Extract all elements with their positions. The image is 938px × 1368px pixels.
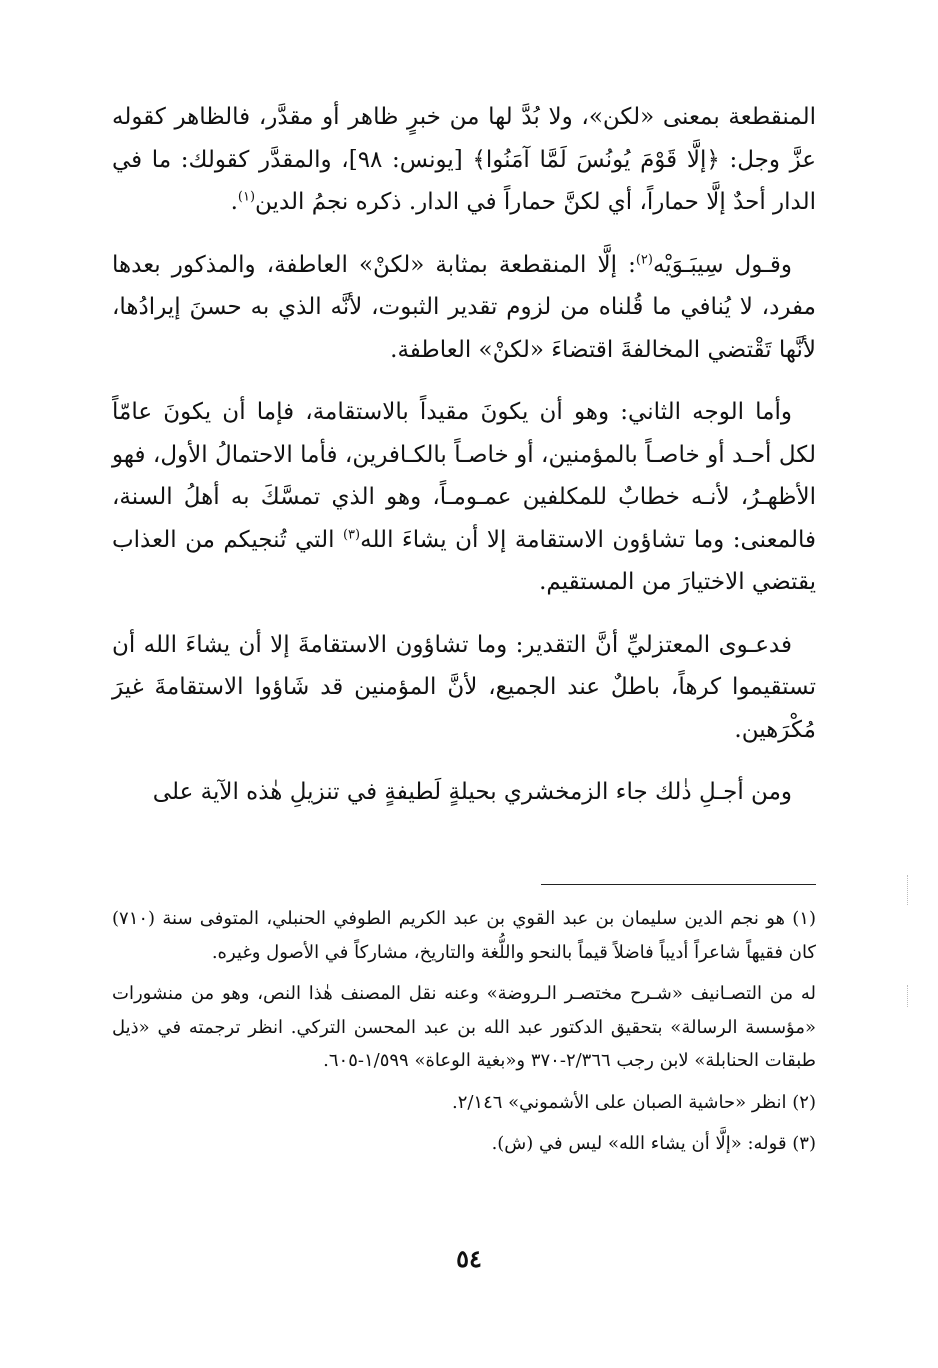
footnote-1: (١) هو نجم الدين سليمان بن عبد القوي بن عبد الكريم الطوفي الحنبلي، المتوفى سنة (٧١٠) كان فقيهاً شاعراً أديباً فاضلاً قيماً بالنحو واللُّغة والتاريخ، مشاركاً في الأصول وغيره. (112, 908, 816, 963)
paragraph-1 (112, 96, 816, 224)
paragraph-3-start: وأما الوجه الثاني: وهو أن يكونَ مقيداً بالاستقامة، فإما أن يكونَ عامّاً لكل أحـد أو خاصـاً بالمؤمنين، أو خاصـاً بالكـافرين، فأما الاحتمالُ الأول، فهو الأظهـرُ، لأنـه خطابٌ للمكلفين عمـومـاً، وهو الذي تمسَّكَ به أهلُ السنة، فالمعنى: وما تشاؤون الاستقامة إلا أن يشاءَ الله (112, 399, 817, 553)
footnote-1-continuation: له من التصـانيف «شـرح مختصـر الـروضة» وعنه نقل المصنف هٰذا النص، وهو من منشورات «مؤسسة الرسالة» بتحقيق الدكتور عبد الله بن عبد المحسن التركي. انظر ترجمته في «ذيل طبقات الحنابلة» لابن رجب ٢/٣٦٦-٣٧٠ و«بغية الوعاة» ١/٥٩٩-٦٠٥. (112, 983, 816, 1071)
footnote-ref-2: (٢) (635, 251, 653, 267)
scan-artifact-mark (907, 985, 908, 1007)
paragraph-3 (112, 391, 816, 604)
page-number: ٥٤ (456, 1244, 482, 1273)
paragraph-3-rest: التي تُنجيكم من العذاب يقتضي الاختيارَ من المستقيم. (112, 526, 816, 595)
scan-artifact-mark (907, 875, 908, 905)
footnote-2: (٢) انظر «حاشية الصبان على الأشموني» ٢/١٤٦. (451, 1091, 816, 1113)
main-text (112, 96, 816, 814)
paragraph-2-rest: : إلَّا المنقطعة بمثابة «لكنْ» العاطفة، والمذكور بعدها مفرد، لا يُنافي ما قُلناه من لزوم تقدير الثبوت، لأنَّه الذي به حسنَ إيرادُها، لأنَّها تَقْتضي المخالفةَ اقتضاءَ «لكنْ» العاطفة. (112, 251, 816, 363)
footnote-ref-1: (١) (237, 189, 256, 205)
footnotes (112, 902, 816, 1169)
paragraph-5: ومن أجـلِ ذٰلك جاء الزمخشري بحيلةٍ لَطيفةٍ في تنزيلِ هٰذه الآية على (152, 779, 792, 805)
paragraph-2-start: وقـول سِيبَـوَيْه (652, 251, 792, 278)
paragraph-1-text: المنقطعة بمعنى «لكن»، ولا بُدَّ لها من خبرٍ ظاهر أو مقدَّر، فالظاهر كقوله عزَّ وجل: ﴿إلَّا قَوْمَ يُونُسَ لَمَّا آمَنُوا﴾ [يونس: ٩٨]، والمقدَّر كقولك: ما في الدار أحدٌ إلَّا حماراً، أي لكنَّ حماراً في الدار. ذكره نجمُ الدين (112, 104, 816, 215)
paragraph-4: فدعـوى المعتزليِّ أنَّ التقدير: وما تشاؤون الاستقامةَ إلا أن يشاءَ الله أن تستقيموا كرهاً، باطلٌ عند الجميع، لأنَّ المؤمنين قد شَاؤوا الاستقامةَ غيرَ مُكْرَهين. (112, 631, 816, 743)
paragraph-1-end: . (230, 189, 238, 215)
footnote-separator (541, 884, 816, 885)
footnote-ref-3: (٣) (342, 526, 361, 542)
footnote-3: (٣) قوله: «إلَّا أن يشاء الله» ليس في (ش). (491, 1133, 816, 1154)
paragraph-2 (112, 244, 816, 372)
